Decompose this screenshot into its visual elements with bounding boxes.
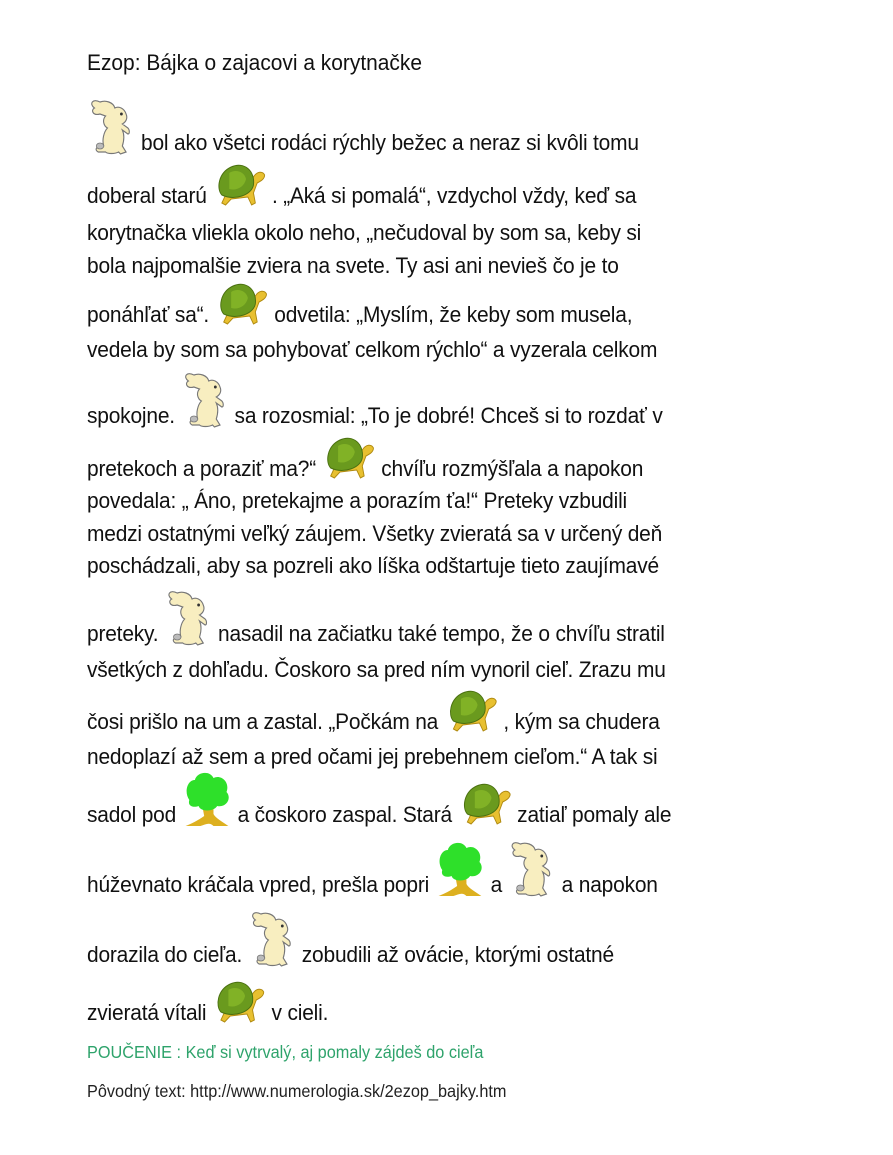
- text-segment: bola najpomalšie zviera na svete. Ty asi ani nevieš čo je to: [87, 253, 619, 278]
- text-line: [87, 587, 665, 647]
- text-line: [87, 838, 658, 898]
- turtle-icon: [322, 436, 376, 482]
- hare-icon: [248, 908, 296, 968]
- moral-text: POUČENIE : Keď si vytrvalý, aj pomaly zájdeš do cieľa: [87, 1042, 484, 1062]
- text-segment: bol ako všetci rodáci rýchly bežec a neraz si kvôli tomu: [140, 130, 639, 155]
- text-line: [87, 980, 328, 1026]
- text-line: [87, 770, 671, 828]
- text-segment: korytnačka vliekla okolo neho, „nečudoval by som sa, keby si: [87, 220, 642, 245]
- text-segment: doberal starú: [87, 183, 207, 208]
- text-line: [87, 220, 641, 246]
- document-title: Ezop: Bájka o zajacovi a korytnačke: [87, 50, 422, 75]
- text-line: [87, 282, 632, 328]
- text-segment: . „Aká si pomalá“, vzdychol vždy, keď sa: [271, 183, 637, 208]
- turtle-icon: [215, 282, 269, 328]
- text-segment: chvíľu rozmýšľala a napokon: [381, 456, 644, 481]
- text-line: [87, 908, 614, 968]
- hare-icon: [181, 369, 229, 429]
- text-line: [87, 553, 659, 579]
- text-segment: zobudili až ovácie, ktorými ostatné: [301, 942, 614, 967]
- text-segment: vedela by som sa pohybovať celkom rýchlo“ a vyzerala celkom: [87, 337, 658, 362]
- text-segment: odvetila: „Myslím, že keby som musela,: [274, 302, 633, 327]
- text-segment: nasadil na začiatku také tempo, že o chvíľu stratil: [218, 621, 665, 646]
- turtle-icon: [458, 782, 512, 828]
- text-segment: všetkých z dohľadu. Čoskoro sa pred ním vynoril cieľ. Zrazu mu: [87, 657, 666, 682]
- hare-icon: [508, 838, 556, 898]
- text-line: [87, 163, 636, 209]
- text-segment: húževnato kráčala vpred, prešla popri: [87, 872, 430, 897]
- turtle-icon: [444, 689, 498, 735]
- hare-icon: [87, 96, 135, 156]
- text-line: [87, 689, 660, 735]
- text-segment: povedala: „ Áno, pretekajme a porazím ťa!“ Preteky vzbudili: [87, 488, 628, 513]
- text-line: [87, 369, 663, 429]
- hare-icon: [164, 587, 212, 647]
- text-segment: sa rozosmial: „To je dobré! Chceš si to rozdať v: [234, 403, 663, 428]
- text-segment: ponáhľať sa“.: [87, 302, 210, 327]
- text-line: [87, 253, 619, 279]
- source-text: Pôvodný text: http://www.numerologia.sk/2ezop_bajky.htm: [87, 1081, 507, 1101]
- text-segment: nedoplazí až sem a pred očami jej prebehnem cieľom.“ A tak si: [87, 744, 658, 769]
- text-segment: zvieratá vítali: [87, 1000, 207, 1025]
- tree-icon: [182, 770, 232, 828]
- tree-icon: [435, 840, 485, 898]
- text-segment: zatiaľ pomaly ale: [517, 802, 672, 827]
- text-segment: pretekoch a poraziť ma?“: [87, 456, 317, 481]
- turtle-icon: [212, 163, 266, 209]
- turtle-icon: [212, 980, 266, 1026]
- text-segment: a napokon: [561, 872, 658, 897]
- text-segment: spokojne.: [87, 403, 175, 428]
- text-line: [87, 744, 657, 770]
- text-line: [87, 337, 657, 363]
- text-segment: sadol pod: [87, 802, 177, 827]
- text-segment: dorazila do cieľa.: [87, 942, 243, 967]
- text-segment: medzi ostatnými veľký záujem. Všetky zvieratá sa v určený deň: [87, 521, 663, 546]
- text-segment: , kým sa chudera: [503, 709, 660, 734]
- text-line: [87, 657, 666, 683]
- text-segment: a čoskoro zaspal. Stará: [237, 802, 452, 827]
- text-segment: poschádzali, aby sa pozreli ako líška odštartuje tieto zaujímavé: [87, 553, 659, 578]
- text-line: [87, 96, 639, 156]
- text-segment: preteky.: [87, 621, 159, 646]
- text-line: [87, 436, 643, 482]
- text-line: [87, 488, 627, 514]
- text-line: [87, 521, 662, 547]
- text-segment: a: [490, 872, 503, 897]
- text-segment: čosi prišlo na um a zastal. „Počkám na: [87, 709, 439, 734]
- text-segment: v cieli.: [271, 1000, 329, 1025]
